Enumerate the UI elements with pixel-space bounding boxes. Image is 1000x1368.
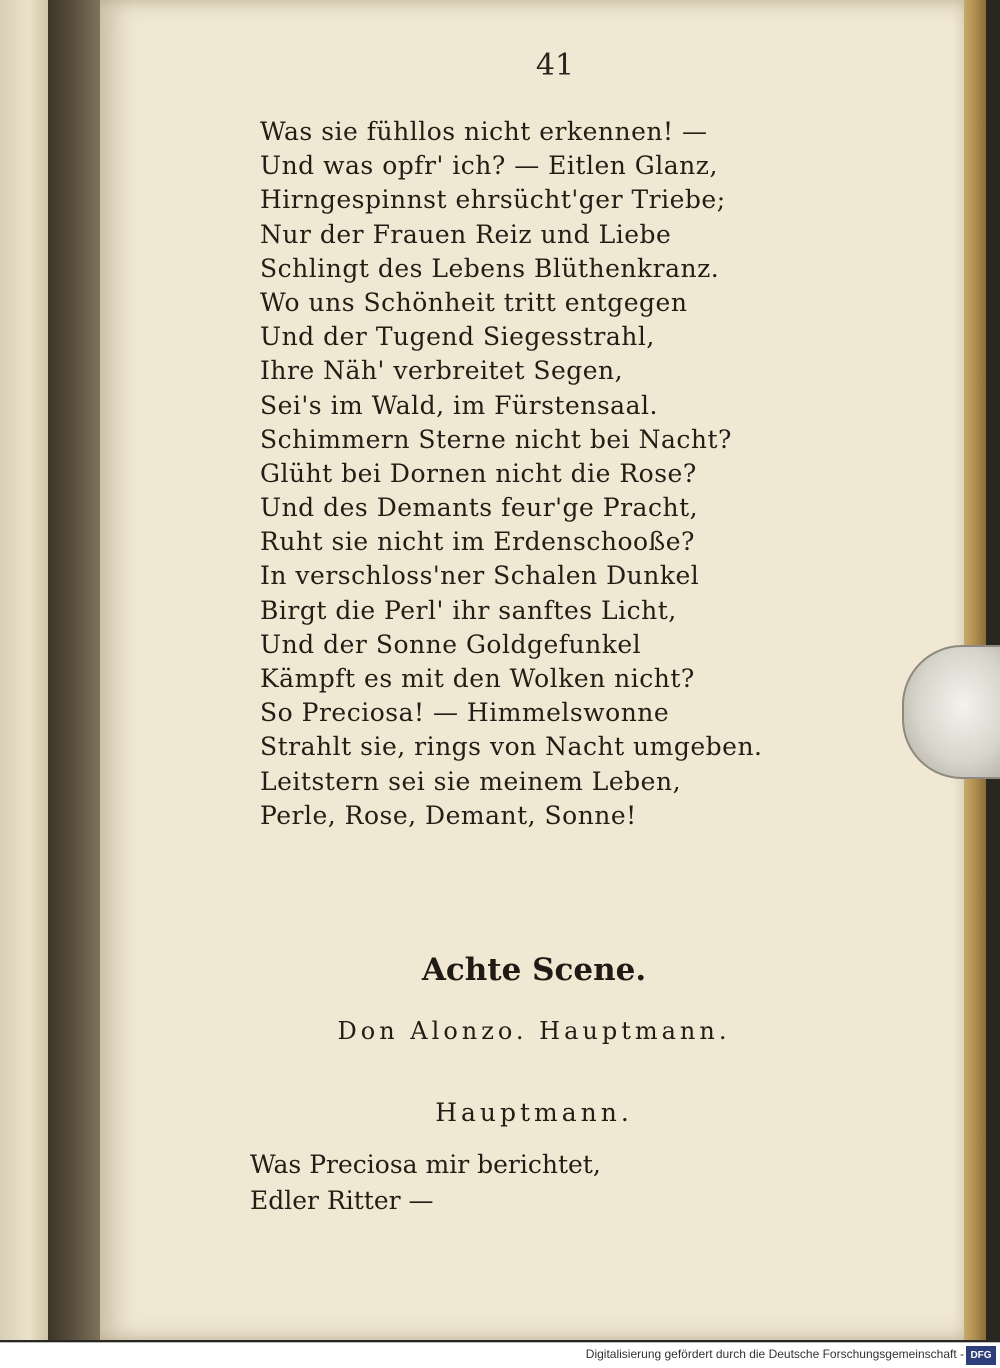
verse-line: Ruht sie nicht im Erdenschooße? (260, 527, 695, 557)
verse-line: Nur der Frauen Reiz und Liebe (260, 219, 672, 249)
verse-line: In verschloss'ner Schalen Dunkel (260, 561, 700, 591)
page-number: 41 (535, 48, 575, 83)
verse-line: Hirngespinnst ehrsücht'ger Triebe; (260, 185, 726, 215)
verse-line: Und was opfr' ich? — Eitlen Glanz, (260, 151, 718, 181)
verse-line: Glüht bei Dornen nicht die Rose? (260, 458, 697, 488)
verse-block (260, 115, 880, 833)
verse-line: Leitstern sei sie meinem Leben, (260, 766, 682, 796)
verse-line: Sei's im Wald, im Fürstensaal. (260, 390, 658, 420)
scene-heading: Achte Scene. (421, 952, 647, 988)
speech-line: Edler Ritter — (250, 1186, 434, 1215)
verse-line: Strahlt sie, rings von Nacht umgeben. (260, 732, 763, 762)
dfg-logo-icon: DFG (966, 1346, 996, 1365)
verse-line: Perle, Rose, Demant, Sonne! (260, 800, 637, 830)
page-clip (902, 645, 1000, 779)
funding-credit: Digitalisierung gefördert durch die Deutsche Forschungsgemeinschaft - (585, 1347, 964, 1361)
speech-line: Was Preciosa mir berichtet, (250, 1150, 601, 1179)
speech-block (250, 1147, 850, 1219)
verse-line: Schimmern Sterne nicht bei Nacht? (260, 424, 732, 454)
speaker-name: Hauptmann. (435, 1098, 633, 1127)
book-page (100, 0, 968, 1340)
verse-line: Schlingt des Lebens Blüthenkranz. (260, 253, 720, 283)
verse-line: So Preciosa! — Himmelswonne (260, 698, 670, 728)
verse-line: Was sie fühllos nicht erkennen! — (260, 117, 708, 146)
verse-line: Wo uns Schönheit tritt entgegen (260, 287, 688, 317)
verse-line: Und der Tugend Siegesstrahl, (260, 322, 655, 352)
verse-line: Und des Demants feur'ge Pracht, (260, 493, 699, 523)
verse-line: Ihre Näh' verbreitet Segen, (260, 356, 624, 386)
verse-line: Birgt die Perl' ihr sanftes Licht, (260, 595, 677, 625)
verse-line: Kämpft es mit den Wolken nicht? (260, 664, 695, 693)
scene-cast: Don Alonzo. Hauptmann. (337, 1017, 731, 1045)
digitization-footer (0, 1342, 1000, 1368)
verse-line: Und der Sonne Goldgefunkel (260, 629, 642, 659)
facing-page-edge (0, 0, 50, 1340)
